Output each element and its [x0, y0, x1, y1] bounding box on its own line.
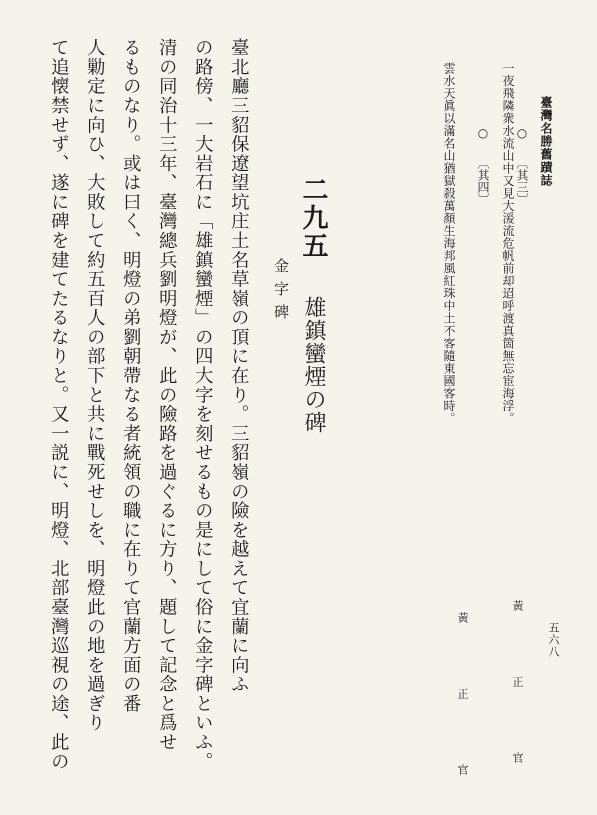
running-header-title: 臺灣名勝舊蹟誌 [539, 96, 553, 187]
poem-label: 〔其三〕 [515, 157, 529, 205]
body-line: て追懐禁せず、遂に碑を建てたるなりと。又一説に、明燈、北部臺灣巡視の途、此の [48, 38, 70, 772]
body-line: 人勦定に向ひ、大敗して約五百人の部下と共に戰死せしを、明燈此の地を過ぎり [84, 38, 106, 733]
poem-marker: ○ [515, 126, 529, 140]
entry-alias: 金字碑 [272, 258, 290, 327]
poem-text: 雲水天眞以滿名山猶獄殺萬顏生海邦風紅珠中土不客隨東國客時。 [442, 62, 456, 425]
poem-label: 〔其四〕 [476, 157, 490, 205]
poem-text: 一夜飛隣衆水流山中又見大湲流危帆前却迢呼渡真箇無忘宦海浮。 [501, 62, 515, 425]
body-line: るものなり。或は曰く、明燈の弟劉朝帶なる者統領の職に在りて官蘭方面の番 [120, 38, 142, 714]
entry-title: 雄鎮蠻煙の碑 [301, 296, 326, 434]
body-line: の路傍、一大岩石に「雄鎮蠻煙」の四大字を刻せるもの是にして俗に金字碑といふ。 [192, 38, 214, 772]
body-line: 清の同治十三年、臺灣總兵劉明燈が、此の險路を過ぐるに方り、題して記念と爲せ [156, 38, 178, 752]
poem-marker: ○ [476, 126, 490, 140]
page-number: 五六八 [547, 622, 560, 658]
poem-author: 黃 正 官 [456, 612, 469, 801]
body-line: 臺北廳三貂保遼望坑庄土名草嶺の頂に在り。三貂嶺の險を越えて宜蘭に向ふ [228, 38, 250, 694]
entry-number: 二九五 [298, 176, 328, 260]
poem-author: 黃 正 官 [511, 600, 524, 789]
